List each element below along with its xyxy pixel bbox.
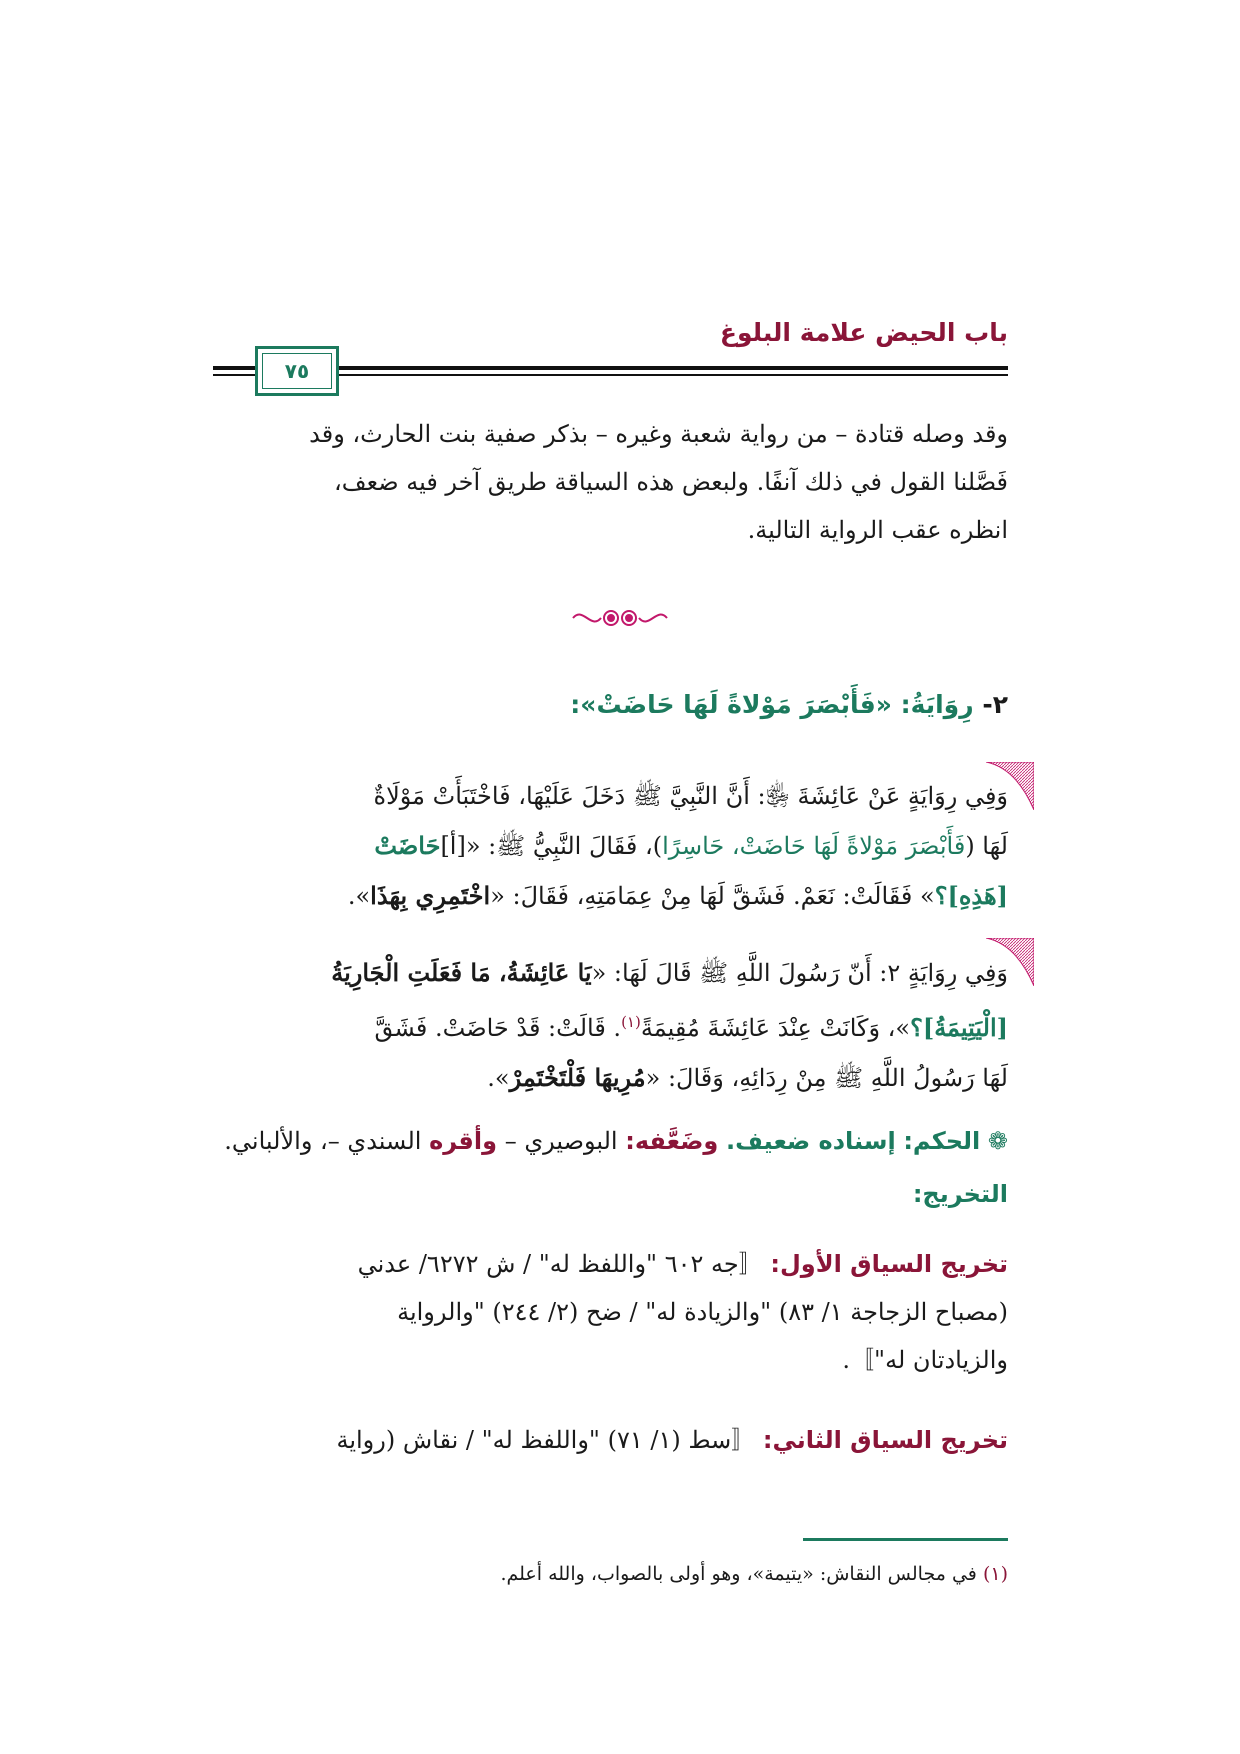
text-run: 〚جه ٦٠٢ "واللفظ له" / ش ٦٢٧٢/ عدني [357, 1250, 763, 1278]
text-run: ». [487, 1064, 510, 1092]
riwaya-2-paragraph [213, 948, 1008, 1103]
page-number-badge [255, 346, 339, 396]
intro-line: فَصَّلنا القول في ذلك آنفًا. ولبعض هذه السياقة طريق آخر فيه ضعف، [334, 468, 1008, 496]
hukm-value: إسناده ضعيف. [725, 1127, 896, 1155]
text-run: ». [347, 882, 371, 910]
footnote-text: في مجالس النقاش: «يتيمة»، وهو أولى بالصواب، والله أعلم. [500, 1563, 977, 1585]
riwaya-1-line [213, 871, 1008, 921]
text-run: لَهَا ( [965, 832, 1008, 860]
riwaya-2-line [213, 998, 1008, 1053]
quoted-phrase: فَأَبْصَرَ مَوْلاةً لَهَا حَاضَتْ، حَاسِرًا [662, 832, 966, 860]
riwaya-1-line: وَفِي رِوَايَةٍ عَنْ عَائِشَةَ ﵂: أَنَّ النَّبِيَّ ﷺ دَخَلَ عَلَيْهَا، فَاخْتَبَأَتْ مَوْلَاةٌ [373, 782, 1008, 810]
takhrij-line [213, 1240, 1008, 1288]
ornament-divider [565, 600, 675, 636]
footnote-marker: (١) [982, 1563, 1008, 1585]
text-run: » فَقَالَتْ: نَعَمْ. فَشَقَّ لَهَا مِنْ عِمَامَتِهِ، فَقَالَ: « [490, 882, 935, 910]
flower-icon: ❁ [987, 1127, 1008, 1155]
footnote [232, 1558, 1008, 1590]
hadith-text: [الْيَتِيمَةُ]؟ [910, 1013, 1008, 1042]
footnote-separator [803, 1538, 1008, 1541]
takhrij-line: (مصباح الزجاجة ١/ ٨٣) "والزيادة له" / ضح (٢/ ٢٤٤) "والرواية [397, 1298, 1008, 1326]
section-number: ٢- [982, 690, 1008, 719]
takhrij-first-paragraph [213, 1240, 1008, 1384]
hadith-text: مُرِيهَا فَلْتَخْتَمِرْ [509, 1063, 646, 1092]
takhrij-second-paragraph [213, 1416, 1008, 1464]
takhrij-heading-line [213, 1170, 1008, 1218]
hadith-text: يَا عَائِشَةُ، مَا فَعَلَتِ الْجَارِيَةُ [331, 958, 592, 987]
intro-paragraph [213, 410, 1008, 554]
takhrij-line: والزيادتان له"〛. [842, 1346, 1008, 1374]
footnote-ref: (١) [621, 1013, 641, 1031]
takhrij-first-label: تخريج السياق الأول: [770, 1250, 1008, 1278]
text-run: 〚سط (١/ ٧١) "واللفظ له" / نقاش (رواية [336, 1426, 756, 1454]
hadith-text: اخْتَمِرِي بِهَذَا [370, 881, 491, 910]
section-heading [570, 690, 1008, 719]
weakened-by-value: البوصيري – [504, 1127, 618, 1155]
riwaya-2-line [213, 948, 1008, 998]
riwaya-2-line [213, 1053, 1008, 1103]
text-run: لَهَا رَسُولُ اللَّهِ ﷺ مِنْ رِدَائِهِ، وَقَالَ: « [645, 1064, 1008, 1092]
section-label: رِوَايَةُ: «فَأَبْصَرَ مَوْلاةً لَهَا حَاضَتْ»: [570, 690, 974, 719]
chapter-title: باب الحيض علامة البلوغ [719, 318, 1008, 347]
hadith-text: حَاضَتْ [374, 831, 441, 860]
page-number: ٧٥ [284, 359, 310, 383]
hukm-label: الحكم: [903, 1127, 981, 1155]
page-header [213, 318, 1008, 388]
riwaya-1-line [213, 821, 1008, 871]
riwaya-1-paragraph [213, 772, 1008, 921]
hadith-text: [هَذِهِ]؟ [934, 881, 1008, 910]
weakened-by-label: وضَعَّفه: [625, 1127, 719, 1155]
text-run: . قَالَتْ: قَدْ حَاضَتْ. فَشَقَّ [374, 1014, 622, 1042]
text-run: )، فَقَالَ النَّبِيُّ ﷺ: «[أ] [440, 832, 663, 860]
hukm-line [213, 1117, 1008, 1165]
approved-by-label: وأقره [429, 1127, 498, 1155]
text-run: وَفِي رِوَايَةٍ ٢: أَنّ رَسُولَ اللَّهِ ﷺ قَالَ لَهَا: « [591, 959, 1008, 987]
intro-line: وقد وصله قتادة – من رواية شعبة وغيره – بذكر صفية بنت الحارث، وقد [309, 420, 1008, 448]
text-run: »، وَكَانَتْ عِنْدَ عَائِشَةَ مُقِيمَةً [640, 1014, 911, 1042]
takhrij-line [213, 1416, 1008, 1464]
takhrij-heading: التخريج: [912, 1180, 1008, 1208]
takhrij-second-label: تخريج السياق الثاني: [762, 1426, 1008, 1454]
approved-by-value: السندي –، والألباني. [224, 1127, 422, 1155]
intro-line: انظره عقب الرواية التالية. [747, 516, 1008, 544]
